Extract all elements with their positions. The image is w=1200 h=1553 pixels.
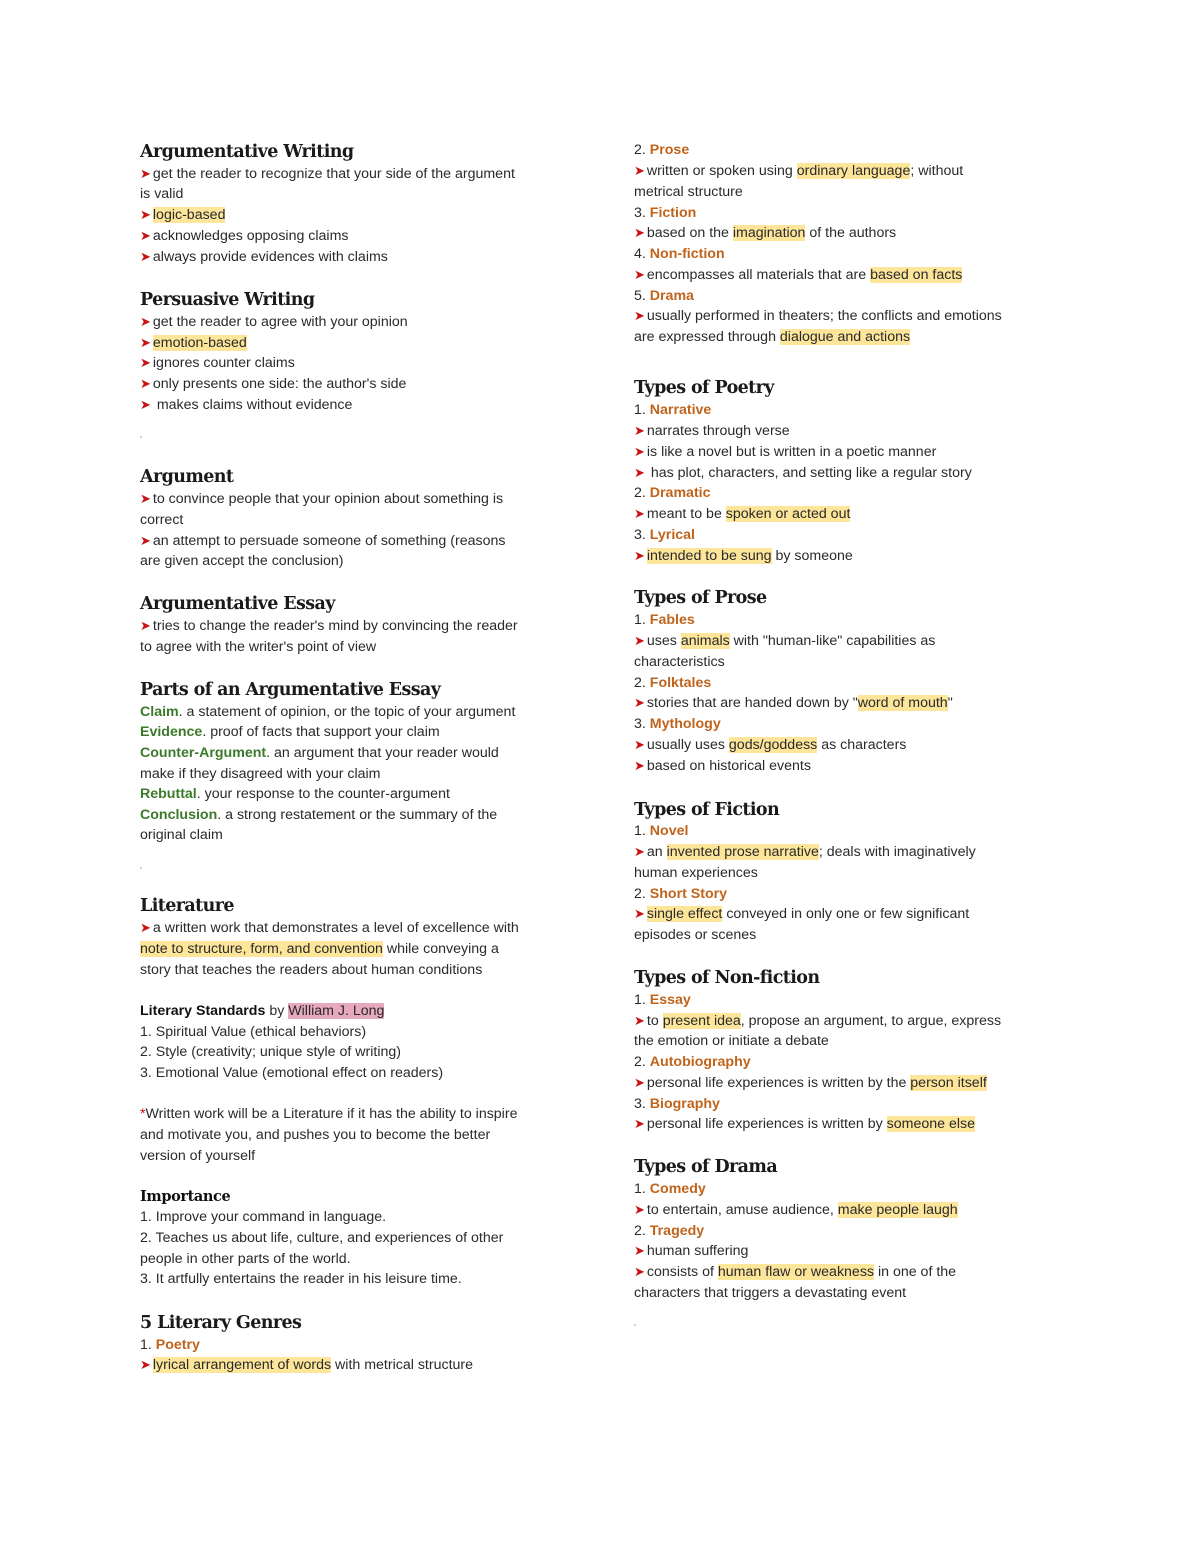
- list-item-continuation: characters that triggers a devastating event: [634, 1285, 907, 1301]
- highlight: make people laugh: [837, 1202, 958, 1218]
- highlight: dialogue and actions: [779, 329, 911, 345]
- arrow-bullet-icon: ➤: [140, 314, 151, 329]
- type-item: 3. Mythology: [634, 716, 721, 732]
- highlight: lyrical arrangement of words: [152, 1357, 332, 1373]
- arrow-bullet-icon: ➤: [634, 1202, 645, 1217]
- list-item-continuation: correct: [140, 512, 184, 528]
- arrow-bullet-icon: ➤: [634, 758, 645, 773]
- highlight: logic-based: [152, 207, 226, 223]
- arrow-bullet-icon: ➤: [140, 491, 151, 506]
- list-item: ➤ consists of human flaw or weakness in one of the: [634, 1264, 957, 1280]
- list-item-continuation: note to structure, form, and convention while conveying a: [140, 941, 499, 957]
- list-item: ➤ a written work that demonstrates a level of excellence with: [140, 920, 519, 936]
- heading-types-of-poetry: Types of Poetry: [634, 378, 774, 398]
- heading-types-of-drama: Types of Drama: [634, 1157, 778, 1177]
- arrow-bullet-icon: ➤: [634, 1264, 645, 1279]
- note-line: *Written work will be a Literature if it has the ability to inspire: [140, 1106, 518, 1122]
- definition-counter-argument: Counter-Argument. an argument that your reader would: [140, 745, 499, 761]
- importance-item: 1. Improve your command in language.: [140, 1209, 387, 1225]
- arrow-bullet-icon: ➤: [634, 633, 645, 648]
- standard-item: 2. Style (creativity; unique style of writing): [140, 1044, 401, 1060]
- arrow-bullet-icon: ➤: [634, 225, 645, 240]
- list-item: ➤ makes claims without evidence: [140, 397, 353, 413]
- asterisk: *: [140, 1106, 146, 1122]
- arrow-bullet-icon: ➤: [140, 228, 151, 243]
- highlight: note to structure, form, and convention: [140, 941, 383, 957]
- highlight: present idea: [662, 1013, 741, 1029]
- list-item: ➤ usually performed in theaters; the conflicts and emotions: [634, 308, 1002, 324]
- list-item: ➤ narrates through verse: [634, 423, 790, 439]
- highlight: intended to be sung: [646, 548, 772, 564]
- genre-item: 5. Drama: [634, 288, 694, 304]
- importance-item: 2. Teaches us about life, culture, and experiences of other: [140, 1230, 504, 1246]
- importance-item: 3. It artfully entertains the reader in his leisure time.: [140, 1271, 462, 1287]
- arrow-bullet-icon: ➤: [634, 1243, 645, 1258]
- list-item: ➤ an invented prose narrative; deals with imaginatively: [634, 844, 976, 860]
- list-item: ➤ personal life experiences is written by someone else: [634, 1116, 975, 1132]
- highlight: emotion-based: [152, 335, 247, 351]
- arrow-bullet-icon: ➤: [634, 695, 645, 710]
- list-item: ➤ get the reader to recognize that your side of the argument: [140, 166, 515, 182]
- highlight: imagination: [732, 225, 806, 241]
- definition-conclusion: Conclusion. a strong restatement or the summary of the: [140, 807, 498, 823]
- list-item: ➤ based on historical events: [634, 758, 811, 774]
- list-item-continuation: metrical structure: [634, 184, 743, 200]
- arrow-bullet-icon: ➤: [634, 506, 645, 521]
- arrow-bullet-icon: ➤: [140, 397, 151, 412]
- highlight: someone else: [886, 1116, 975, 1132]
- list-item: ➤ get the reader to agree with your opinion: [140, 314, 408, 330]
- type-item: 2. Dramatic: [634, 485, 711, 501]
- list-item-continuation: story that teaches the readers about human conditions: [140, 962, 483, 978]
- type-item: 1. Novel: [634, 823, 689, 839]
- literary-standards-title: Literary Standards by William J. Long: [140, 1003, 385, 1019]
- list-item: ➤ has plot, characters, and setting like a regular story: [634, 465, 972, 481]
- highlight: based on facts: [870, 267, 963, 283]
- arrow-bullet-icon: ➤: [634, 548, 645, 563]
- list-item-continuation: are expressed through dialogue and actions: [634, 329, 911, 345]
- type-item: 1. Comedy: [634, 1181, 706, 1197]
- list-item: ➤ to convince people that your opinion about something is: [140, 491, 504, 507]
- arrow-bullet-icon: ➤: [634, 1013, 645, 1028]
- list-item: [140, 333, 247, 353]
- arrow-bullet-icon: ➤: [634, 844, 645, 859]
- list-item: ➤ based on the imagination of the authors: [634, 225, 897, 241]
- type-item: 2. Autobiography: [634, 1054, 751, 1070]
- stray-mark: ': [140, 866, 142, 877]
- importance-title: Importance: [140, 1188, 231, 1205]
- arrow-bullet-icon: ➤: [634, 308, 645, 323]
- list-item-continuation: human experiences: [634, 865, 758, 881]
- list-item: ➤ stories that are handed down by "word of mouth": [634, 695, 953, 711]
- list-item: ➤ to entertain, amuse audience, make people laugh: [634, 1202, 958, 1218]
- arrow-bullet-icon: ➤: [634, 1116, 645, 1131]
- note-line: and motivate you, and pushes you to become the better: [140, 1127, 491, 1143]
- list-item: [140, 205, 225, 225]
- genre-item: 4. Non-fiction: [634, 246, 725, 262]
- heading-types-of-nonfiction: Types of Non-fiction: [634, 968, 820, 988]
- genre-item: 3. Fiction: [634, 205, 697, 221]
- highlight: person itself: [910, 1075, 987, 1091]
- arrow-bullet-icon: ➤: [140, 249, 151, 264]
- highlight: invented prose narrative: [666, 844, 819, 860]
- arrow-bullet-icon: ➤: [634, 163, 645, 178]
- standard-item: 1. Spiritual Value (ethical behaviors): [140, 1024, 367, 1040]
- type-item: 1. Fables: [634, 612, 695, 628]
- highlight: single effect: [646, 906, 723, 922]
- list-item: ➤ human suffering: [634, 1243, 749, 1259]
- arrow-bullet-icon: ➤: [634, 906, 645, 921]
- list-item: ➤ personal life experiences is written by the person itself: [634, 1075, 987, 1091]
- list-item: ➤ an attempt to persuade someone of something (reasons: [140, 533, 506, 549]
- arrow-bullet-icon: ➤: [634, 1075, 645, 1090]
- heading-persuasive-writing: Persuasive Writing: [140, 290, 315, 310]
- stray-mark: ': [140, 435, 142, 446]
- highlight: animals: [680, 633, 730, 649]
- list-item: ➤ tries to change the reader's mind by convincing the reader: [140, 618, 518, 634]
- arrow-bullet-icon: ➤: [140, 376, 151, 391]
- list-item: ➤ is like a novel but is written in a poetic manner: [634, 444, 937, 460]
- type-item: 2. Tragedy: [634, 1223, 705, 1239]
- arrow-bullet-icon: ➤: [140, 207, 151, 222]
- highlight: ordinary language: [796, 163, 911, 179]
- list-item: ➤ lyrical arrangement of words with metrical structure: [140, 1357, 474, 1373]
- list-item: ➤ only presents one side: the author's side: [140, 376, 407, 392]
- list-item: ➤ written or spoken using ordinary language; without: [634, 163, 964, 179]
- arrow-bullet-icon: ➤: [140, 1357, 151, 1372]
- highlight: gods/goddess: [728, 737, 818, 753]
- list-item-continuation: is valid: [140, 186, 184, 202]
- type-item: 3. Lyrical: [634, 527, 695, 543]
- arrow-bullet-icon: ➤: [634, 267, 645, 282]
- list-item: ➤ ignores counter claims: [140, 355, 295, 371]
- list-item: ➤ to present idea, propose an argument, to argue, express: [634, 1013, 1002, 1029]
- heading-types-of-prose: Types of Prose: [634, 588, 767, 608]
- list-item: ➤ uses animals with "human-like" capabilities as: [634, 633, 936, 649]
- arrow-bullet-icon: ➤: [140, 618, 151, 633]
- list-item: ➤ acknowledges opposing claims: [140, 228, 349, 244]
- list-item-continuation: to agree with the writer's point of view: [140, 639, 377, 655]
- heading-argumentative-essay: Argumentative Essay: [140, 594, 335, 614]
- stray-mark: ': [634, 1323, 636, 1334]
- note-line: version of yourself: [140, 1148, 256, 1164]
- heading-parts-of-essay: Parts of an Argumentative Essay: [140, 680, 441, 700]
- importance-item-continuation: people in other parts of the world.: [140, 1251, 351, 1267]
- list-item-continuation: are given accept the conclusion): [140, 553, 344, 569]
- definition-evidence: Evidence. proof of facts that support your claim: [140, 724, 440, 740]
- type-item: 2. Folktales: [634, 675, 712, 691]
- heading-types-of-fiction: Types of Fiction: [634, 800, 780, 820]
- definition-claim: Claim. a statement of opinion, or the topic of your argument: [140, 704, 516, 720]
- type-item: 1. Essay: [634, 992, 691, 1008]
- highlight: human flaw or weakness: [717, 1264, 875, 1280]
- type-item: 3. Biography: [634, 1096, 720, 1112]
- genre-item: 1. Poetry: [140, 1337, 200, 1353]
- heading-argumentative-writing: Argumentative Writing: [140, 142, 354, 162]
- definition-rebuttal: Rebuttal. your response to the counter-argument: [140, 786, 450, 802]
- arrow-bullet-icon: ➤: [140, 335, 151, 350]
- heading-literary-genres: 5 Literary Genres: [140, 1313, 302, 1333]
- list-item: ➤ meant to be spoken or acted out: [634, 506, 851, 522]
- definition-continuation: make if they disagreed with your claim: [140, 766, 381, 782]
- arrow-bullet-icon: ➤: [634, 737, 645, 752]
- arrow-bullet-icon: ➤: [140, 533, 151, 548]
- arrow-bullet-icon: ➤: [634, 444, 645, 459]
- list-item: ➤ intended to be sung by someone: [634, 548, 853, 564]
- list-item-continuation: characteristics: [634, 654, 725, 670]
- heading-literature: Literature: [140, 896, 234, 916]
- arrow-bullet-icon: ➤: [634, 465, 645, 480]
- arrow-bullet-icon: ➤: [634, 423, 645, 438]
- type-item: 2. Short Story: [634, 886, 728, 902]
- list-item: ➤ single effect conveyed in only one or few significant: [634, 906, 970, 922]
- list-item: ➤ usually uses gods/goddess as characters: [634, 737, 907, 753]
- highlight: word of mouth: [857, 695, 948, 711]
- list-item-continuation: episodes or scenes: [634, 927, 757, 943]
- arrow-bullet-icon: ➤: [140, 920, 151, 935]
- list-item: ➤ always provide evidences with claims: [140, 249, 388, 265]
- arrow-bullet-icon: ➤: [140, 166, 151, 181]
- author-highlight: William J. Long: [288, 1003, 385, 1019]
- definition-continuation: original claim: [140, 827, 223, 843]
- arrow-bullet-icon: ➤: [140, 355, 151, 370]
- list-item: ➤ encompasses all materials that are based on facts: [634, 267, 963, 283]
- standard-item: 3. Emotional Value (emotional effect on readers): [140, 1065, 444, 1081]
- list-item-continuation: the emotion or initiate a debate: [634, 1033, 829, 1049]
- heading-argument: Argument: [140, 467, 234, 487]
- highlight: spoken or acted out: [725, 506, 851, 522]
- genre-item: 2. Prose: [634, 142, 690, 158]
- type-item: 1. Narrative: [634, 402, 712, 418]
